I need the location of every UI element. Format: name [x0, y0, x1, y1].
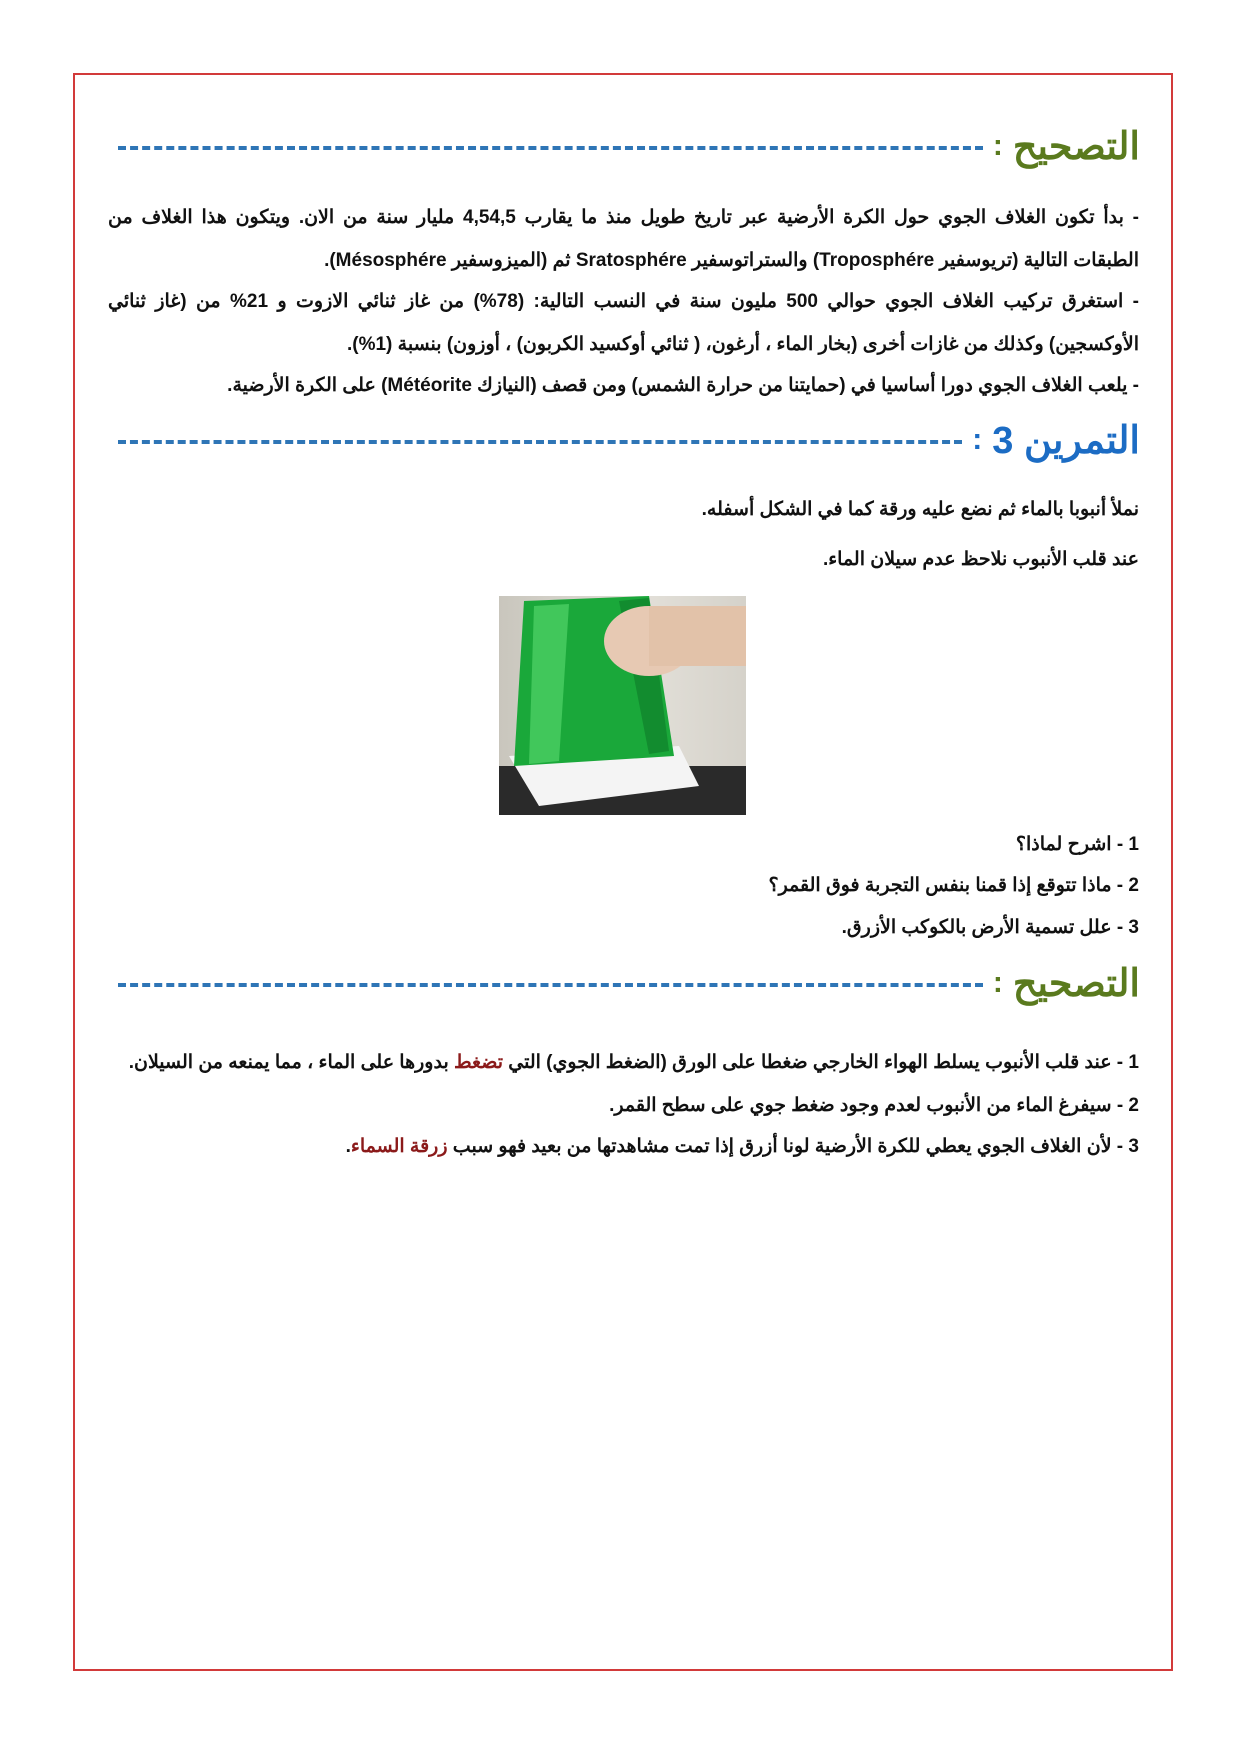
heading-title: التصحيح — [1012, 125, 1140, 168]
dashed-rule — [118, 983, 983, 987]
exercise-3-heading — [118, 415, 1140, 465]
paragraph-line: الأوكسجين) وكذلك من غازات أخرى (بخار الماء ، أرغون، ( ثنائي أوكسيد الكربون) ، أوزون) بنسبة (1%). — [346, 334, 1139, 355]
heading-colon: : — [972, 423, 983, 456]
experiment-photo — [499, 596, 746, 815]
heading-title: التصحيح — [1012, 962, 1140, 1005]
question-1: 1 - اشرح لماذا؟ — [1015, 834, 1139, 855]
answer-text: 1 - عند قلب الأنبوب يسلط الهواء الخارجي ضغطا على الورق (الضغط الجوي) التي — [502, 1052, 1139, 1073]
answer-3 — [108, 1135, 1139, 1158]
paragraph-line: - يلعب الغلاف الجوي دورا أساسيا في (حمايتنا من حرارة الشمس) ومن قصف (النيازك Météorite) على الكرة الأرضية. — [227, 375, 1139, 396]
answer-text: . — [345, 1136, 351, 1157]
inverted-glass-of-water-illustration — [499, 596, 746, 815]
heading-colon: : — [992, 966, 1003, 999]
answer-text: 3 - لأن الغلاف الجوي يعطي للكرة الأرضية لونا أزرق إذا تمت مشاهدتها من بعيد فهو سبب — [447, 1136, 1139, 1157]
paragraph-line: الطبقات التالية (تريوسفير Troposphére) والستراتوسفير Sratosphére ثم (الميزوسفير Mésosphére). — [324, 250, 1139, 271]
heading-colon: : — [992, 129, 1003, 162]
highlighted-word: تضغط — [454, 1052, 503, 1073]
question-2: 2 - ماذا تتوقع إذا قمنا بنفس التجربة فوق القمر؟ — [768, 875, 1139, 896]
correction-heading-1 — [118, 121, 1140, 171]
answer-2: 2 - سيفرغ الماء من الأنبوب لعدم وجود ضغط جوي على سطح القمر. — [609, 1095, 1139, 1116]
answer-1 — [108, 1051, 1139, 1074]
paragraph-line: - استغرق تركيب الغلاف الجوي حوالي 500 مليون سنة في النسب التالية: (78%) من غاز ثنائي الازوت و 21% من (غاز ثنائي — [108, 291, 1139, 312]
correction-heading-2 — [118, 958, 1140, 1008]
answer-text: بدورها على الماء ، مما يمنعه من السيلان. — [128, 1052, 455, 1073]
highlighted-word: زرقة السماء — [350, 1136, 448, 1157]
heading-title: التمرين 3 — [992, 419, 1140, 462]
exercise-intro: عند قلب الأنبوب نلاحظ عدم سيلان الماء. — [822, 549, 1139, 570]
question-3: 3 - علل تسمية الأرض بالكوكب الأزرق. — [841, 917, 1139, 938]
exercise-intro: نملأ أنبوبا بالماء ثم نضع عليه ورقة كما في الشكل أسفله. — [701, 499, 1139, 520]
dashed-rule — [118, 440, 962, 444]
paragraph-line: - بدأ تكون الغلاف الجوي حول الكرة الأرضية عبر تاريخ طويل منذ ما يقارب 4,54,5 مليار سنة من الان. ويتكون هذا الغلاف من — [108, 207, 1139, 228]
dashed-rule — [118, 146, 983, 150]
